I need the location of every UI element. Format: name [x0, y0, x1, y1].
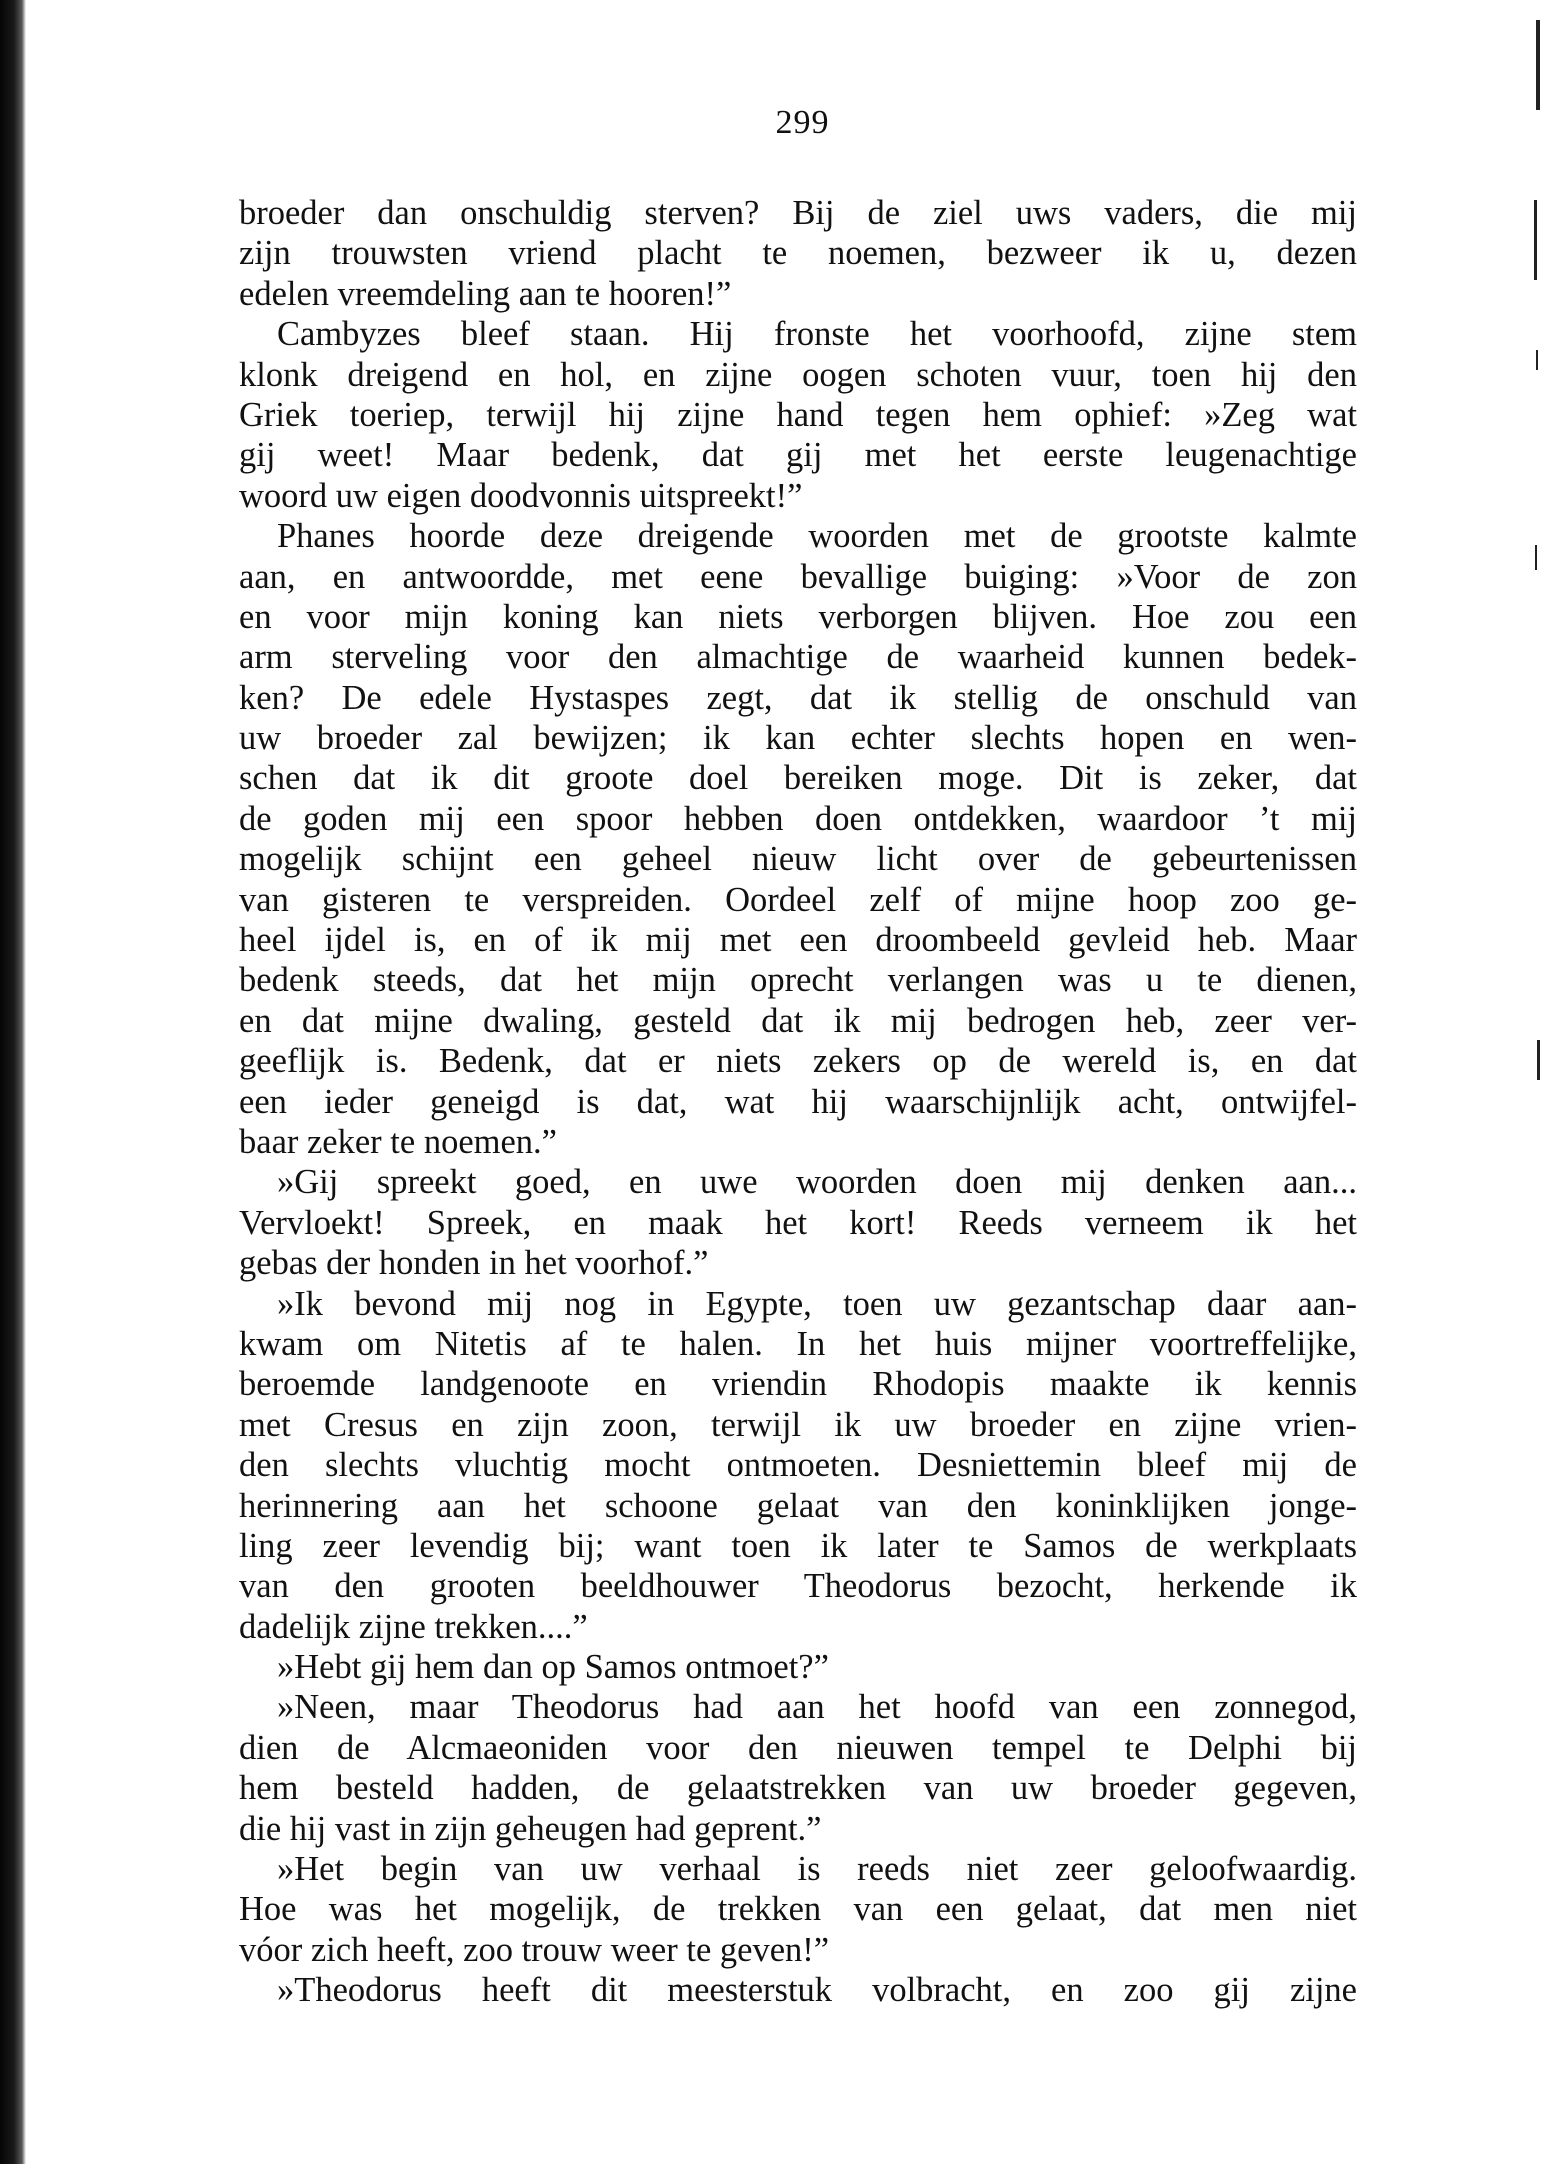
- text-line: den slechts vluchtig mocht ontmoeten. Desniettemin bleef mij de: [239, 1446, 1357, 1485]
- text-line: geeflijk is. Bedenk, dat er niets zekers op de wereld is, en dat: [239, 1042, 1357, 1081]
- text-line: mogelijk schijnt een geheel nieuw licht over de gebeurtenissen: [239, 840, 1357, 879]
- text-line: gebas der honden in het voorhof.”: [239, 1244, 709, 1283]
- page-binding-shadow: [0, 0, 26, 2164]
- text-line: uw broeder zal bewijzen; ik kan echter slechts hopen en wen-: [239, 719, 1357, 758]
- text-line: aan, en antwoordde, met eene bevallige buiging: »Voor de zon: [239, 557, 1357, 596]
- page-number: 299: [775, 104, 830, 141]
- text-line: »Gij spreekt goed, en uwe woorden doen mij denken aan...: [277, 1163, 1357, 1202]
- text-line: de goden mij een spoor hebben doen ontdekken, waardoor ’t mij: [239, 799, 1357, 838]
- text-line: Hoe was het mogelijk, de trekken van een gelaat, dat men niet: [239, 1890, 1357, 1929]
- text-line: »Het begin van uw verhaal is reeds niet zeer geloofwaardig.: [277, 1850, 1357, 1889]
- text-line: heel ijdel is, en of ik mij met een droombeeld gevleid heb. Maar: [239, 921, 1357, 960]
- text-line: herinnering aan het schoone gelaat van den koninklijken jonge-: [239, 1486, 1357, 1525]
- text-line: klonk dreigend en hol, en zijne oogen schoten vuur, toen hij den: [239, 355, 1357, 394]
- text-line: die hij vast in zijn geheugen had geprent.”: [239, 1809, 822, 1848]
- text-line: beroemde landgenoote en vriendin Rhodopis maakte ik kennis: [239, 1365, 1357, 1404]
- text-line: kwam om Nitetis af te halen. In het huis mijner voortreffelijke,: [239, 1324, 1357, 1363]
- text-line: »Ik bevond mij nog in Egypte, toen uw gezantschap daar aan-: [277, 1284, 1357, 1323]
- text-line: arm sterveling voor den almachtige de waarheid kunnen bedek-: [239, 638, 1357, 677]
- text-line: dien de Alcmaeoniden voor den nieuwen tempel te Delphi bij: [239, 1728, 1357, 1767]
- text-line: »Hebt gij hem dan op Samos ontmoet?”: [277, 1648, 829, 1687]
- text-line: baar zeker te noemen.”: [239, 1122, 557, 1161]
- text-line: vóor zich heeft, zoo trouw weer te geven!”: [239, 1930, 830, 1969]
- text-line: hem besteld hadden, de gelaatstrekken van uw broeder gegeven,: [239, 1769, 1357, 1808]
- text-line: broeder dan onschuldig sterven? Bij de ziel uws vaders, die mij: [239, 194, 1357, 232]
- text-line: van gisteren te verspreiden. Oordeel zelf of mijne hoop zoo ge-: [239, 880, 1357, 919]
- text-line: woord uw eigen doodvonnis uitspreekt!”: [239, 476, 803, 515]
- text-line: Phanes hoorde deze dreigende woorden met de grootste kalmte: [277, 517, 1357, 556]
- text-line: Griek toeriep, terwijl hij zijne hand tegen hem ophief: »Zeg wat: [239, 395, 1357, 434]
- text-line: en voor mijn koning kan niets verborgen blijven. Hoe zou een: [239, 597, 1357, 636]
- text-line: dadelijk zijne trekken....”: [239, 1607, 588, 1646]
- text-line: met Cresus en zijn zoon, terwijl ik uw broeder en zijne vrien-: [239, 1405, 1357, 1444]
- text-line: schen dat ik dit groote doel bereiken moge. Dit is zeker, dat: [239, 759, 1357, 798]
- text-line: ken? De edele Hystaspes zegt, dat ik stellig de onschuld van: [239, 678, 1357, 717]
- text-line: en dat mijne dwaling, gesteld dat ik mij bedrogen heb, zeer ver-: [239, 1001, 1357, 1040]
- text-line: ling zeer levendig bij; want toen ik later te Samos de werkplaats: [239, 1526, 1357, 1565]
- text-line: Cambyzes bleef staan. Hij fronste het voorhoofd, zijne stem: [277, 315, 1357, 354]
- text-line: een ieder geneigd is dat, wat hij waarschijnlijk acht, ontwijfel-: [239, 1082, 1357, 1121]
- text-line: edelen vreemdeling aan te hooren!”: [239, 274, 732, 313]
- text-line: »Theodorus heeft dit meesterstuk volbracht, en zoo gij zijne: [277, 1971, 1357, 2010]
- text-line: bedenk steeds, dat het mijn oprecht verlangen was u te dienen,: [239, 961, 1357, 1000]
- text-line: zijn trouwsten vriend placht te noemen, bezweer ik u, dezen: [239, 234, 1357, 273]
- text-line: van den grooten beeldhouwer Theodorus bezocht, herkende ik: [239, 1567, 1357, 1606]
- text-line: gij weet! Maar bedenk, dat gij met het eerste leugenachtige: [239, 436, 1357, 475]
- text-line: »Neen, maar Theodorus had aan het hoofd van een zonnegod,: [277, 1688, 1357, 1727]
- text-line: Vervloekt! Spreek, en maak het kort! Reeds verneem ik het: [239, 1203, 1357, 1242]
- body-text: [239, 193, 1357, 2011]
